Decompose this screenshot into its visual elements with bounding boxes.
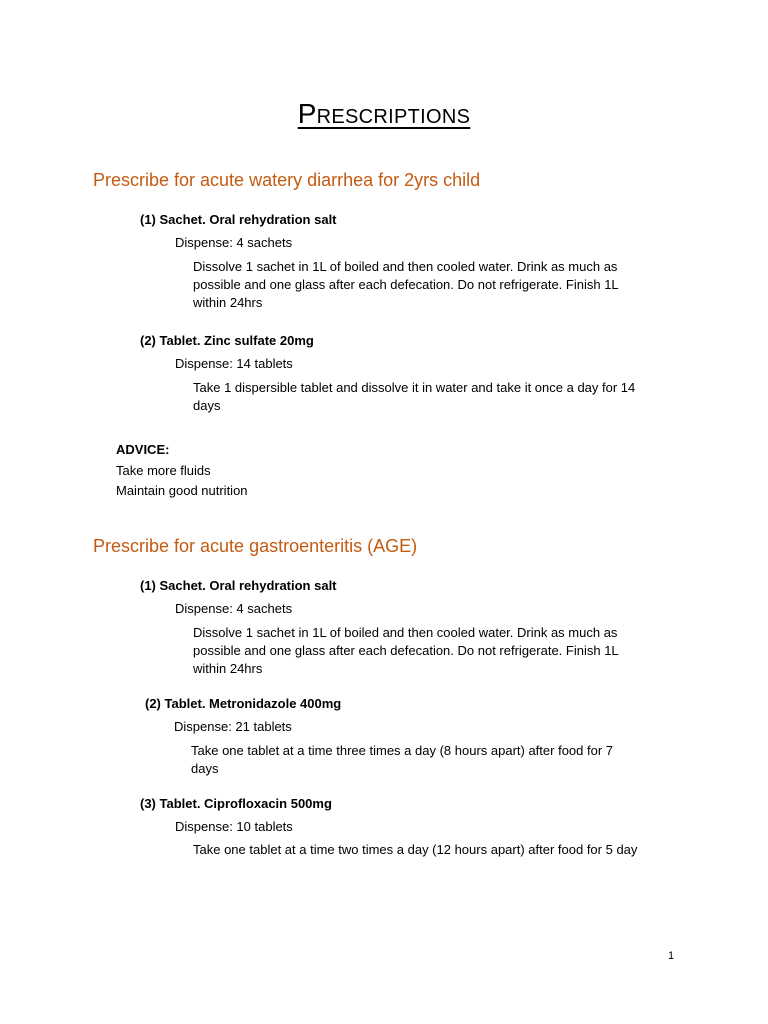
- instruction-line: within 24hrs: [193, 661, 263, 676]
- prescription-dispense: Dispense: 21 tablets: [174, 719, 292, 734]
- instruction-line: Dissolve 1 sachet in 1L of boiled and then cooled water. Drink as much as: [193, 259, 618, 274]
- instruction-line: possible and one glass after each defecation. Do not refrigerate. Finish 1L: [193, 643, 619, 658]
- instruction-line: within 24hrs: [193, 295, 263, 310]
- prescription-item-name: (2) Tablet. Zinc sulfate 20mg: [140, 333, 314, 348]
- prescription-dispense: Dispense: 10 tablets: [175, 819, 293, 834]
- prescription-item-name: (2) Tablet. Metronidazole 400mg: [145, 696, 342, 711]
- advice-title: ADVICE:: [116, 442, 170, 457]
- instruction-line: possible and one glass after each defecation. Do not refrigerate. Finish 1L: [193, 277, 619, 292]
- prescription-item-name: (1) Sachet. Oral rehydration salt: [140, 212, 337, 227]
- prescription-instructions: [193, 258, 619, 312]
- advice-line: Take more fluids: [116, 463, 211, 478]
- instruction-line: Take one tablet at a time two times a day (12 hours apart) after food for 5 day: [193, 842, 638, 857]
- prescription-instructions: [193, 624, 619, 678]
- instruction-line: Dissolve 1 sachet in 1L of boiled and then cooled water. Drink as much as: [193, 625, 618, 640]
- instruction-line: Take 1 dispersible tablet and dissolve it in water and take it once a day for 14: [193, 380, 636, 395]
- section-heading-gastroenteritis: Prescribe for acute gastroenteritis (AGE): [93, 536, 418, 556]
- instruction-line: days: [191, 761, 219, 776]
- prescription-instructions: [193, 379, 635, 415]
- prescription-instructions: [191, 742, 613, 778]
- prescription-dispense: Dispense: 4 sachets: [175, 601, 293, 616]
- section-heading-diarrhea: Prescribe for acute watery diarrhea for 2yrs child: [93, 170, 481, 190]
- page-title: Prescriptions: [297, 98, 471, 129]
- prescription-dispense: Dispense: 14 tablets: [175, 356, 293, 371]
- prescription-item-name: (3) Tablet. Ciprofloxacin 500mg: [140, 796, 332, 811]
- instruction-line: days: [193, 398, 221, 413]
- instruction-line: Take one tablet at a time three times a day (8 hours apart) after food for 7: [191, 743, 614, 758]
- prescription-dispense: Dispense: 4 sachets: [175, 235, 293, 250]
- page-number: 1: [668, 950, 675, 962]
- prescription-item-name: (1) Sachet. Oral rehydration salt: [140, 578, 337, 593]
- advice-line: Maintain good nutrition: [116, 483, 248, 498]
- prescription-instructions: [193, 841, 637, 859]
